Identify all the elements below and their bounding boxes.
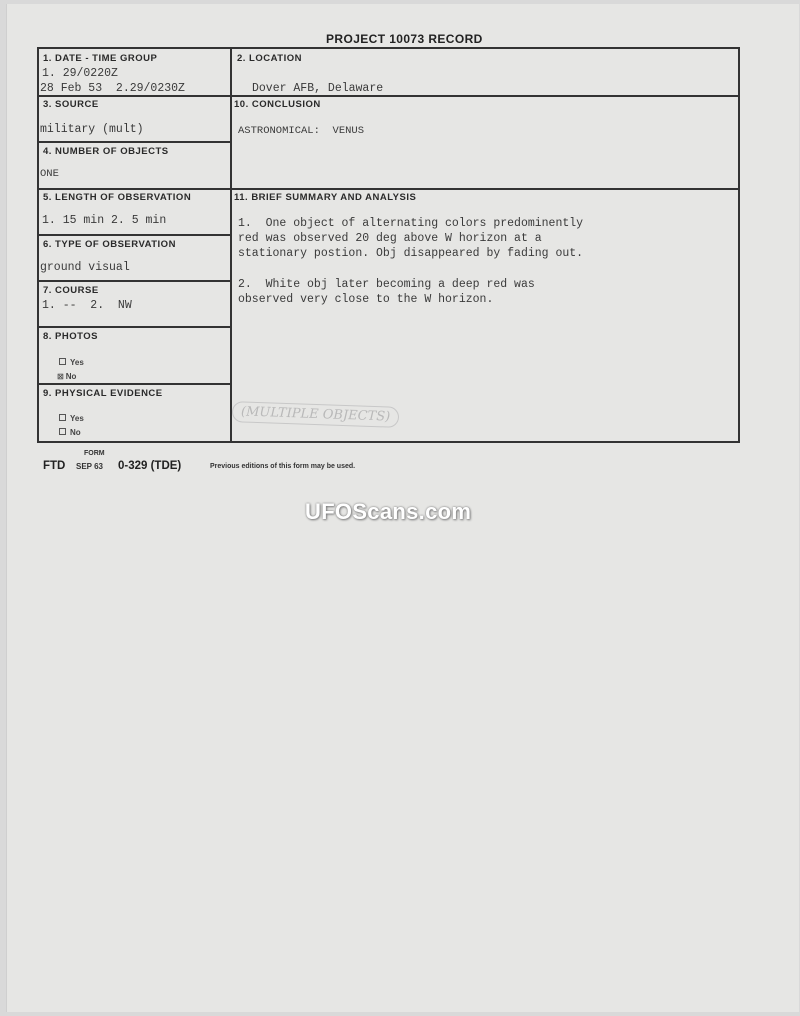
- form-prefix: FTD: [43, 460, 66, 472]
- watermark: UFOScans.com: [305, 499, 472, 524]
- type-of-observation-value: ground visual: [40, 261, 130, 274]
- checkbox-icon: [59, 358, 66, 365]
- photos-no-label: No: [65, 372, 77, 381]
- summary-paragraph-1: 1. One object of alternating colors predominently red was observed 20 deg above W horizon at a stationary postion. Obj disappeared by fading out.: [238, 217, 584, 260]
- location-value: Dover AFB, Delaware: [252, 82, 384, 95]
- handwritten-note: (MULTIPLE OBJECTS): [232, 401, 400, 428]
- physical-evidence-yes-checkbox[interactable]: [59, 414, 84, 423]
- form-date: SEP 63: [76, 462, 103, 471]
- photos-label: 8. PHOTOS: [43, 331, 99, 342]
- row-divider: [39, 234, 231, 236]
- photos-yes-checkbox[interactable]: [59, 358, 84, 367]
- checked-mark-icon: ⊠: [57, 372, 64, 381]
- page-title: PROJECT 10073 RECORD: [326, 32, 483, 46]
- row-divider: [39, 280, 231, 282]
- type-of-observation-label: 6. TYPE OF OBSERVATION: [43, 239, 176, 250]
- row-divider: [39, 383, 231, 385]
- course-label: 7. COURSE: [43, 285, 99, 296]
- source-label: 3. SOURCE: [43, 99, 99, 110]
- checkbox-icon: [59, 414, 66, 421]
- location-label: 2. LOCATION: [237, 53, 302, 64]
- form-number: 0-329 (TDE): [118, 460, 182, 472]
- checkbox-icon: [59, 428, 66, 435]
- physical-evidence-label: 9. PHYSICAL EVIDENCE: [43, 388, 163, 399]
- photos-yes-label: Yes: [70, 358, 84, 367]
- summary-label: 11. BRIEF SUMMARY AND ANALYSIS: [234, 192, 417, 203]
- conclusion-value: ASTRONOMICAL: VENUS: [238, 125, 365, 137]
- row-divider: [39, 188, 738, 190]
- source-value: military (mult): [40, 123, 144, 136]
- date-time-group-value-1: 1. 29/0220Z: [42, 67, 118, 80]
- conclusion-label: 10. CONCLUSION: [234, 99, 321, 110]
- previous-editions-note: Previous editions of this form may be used.: [210, 463, 356, 470]
- number-of-objects-label: 4. NUMBER OF OBJECTS: [43, 146, 169, 157]
- number-of-objects-value: ONE: [40, 168, 59, 180]
- physical-evidence-no-label: No: [70, 428, 81, 437]
- length-of-observation-value: 1. 15 min 2. 5 min: [42, 214, 167, 227]
- row-divider: [39, 141, 231, 143]
- photos-no-checkbox[interactable]: [57, 372, 76, 381]
- physical-evidence-no-checkbox[interactable]: [59, 428, 81, 437]
- length-of-observation-label: 5. LENGTH OF OBSERVATION: [43, 192, 192, 203]
- form-word: FORM: [84, 450, 105, 457]
- summary-paragraph-2: 2. White obj later becoming a deep red was observed very close to the W horizon.: [238, 278, 535, 306]
- row-divider: [39, 95, 738, 97]
- course-value: 1. -- 2. NW: [42, 299, 132, 312]
- row-divider: [39, 326, 231, 328]
- date-time-group-value-2: 28 Feb 53 2.29/0230Z: [40, 82, 185, 95]
- date-time-group-label: 1. DATE - TIME GROUP: [43, 53, 158, 64]
- physical-evidence-yes-label: Yes: [70, 414, 84, 423]
